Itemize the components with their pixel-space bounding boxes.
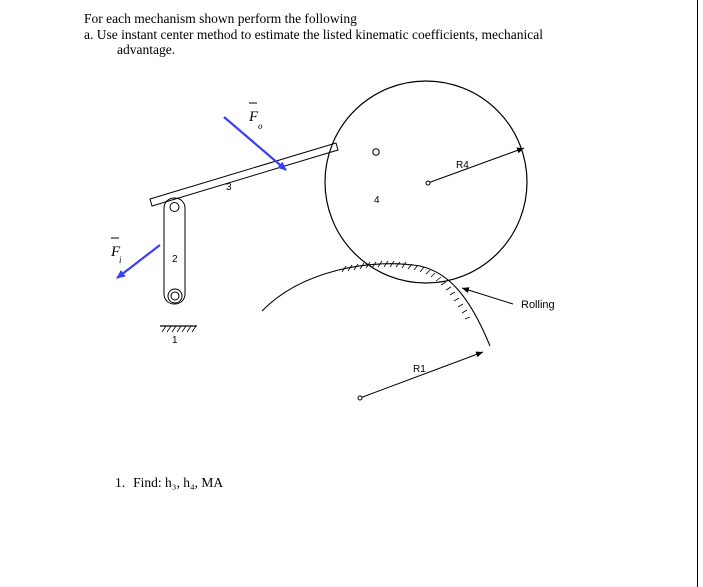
arc-radius-label: R1	[413, 364, 426, 375]
input-force-symbol: F	[111, 244, 121, 260]
question-number: 1.	[115, 475, 126, 490]
wheel-radius-line	[428, 148, 524, 183]
question-1	[115, 475, 223, 491]
crank-link-2	[164, 198, 185, 304]
rolling-label: Rolling	[521, 299, 555, 311]
arc-center-pivot	[358, 396, 362, 400]
link-4-label: 4	[374, 195, 380, 206]
crank-ground-pin-outer	[168, 289, 182, 303]
rolling-callout-arrow	[462, 288, 513, 304]
arc-radius-line	[360, 352, 483, 398]
wheel-point-o	[373, 149, 379, 155]
crank-ground-pin-inner	[171, 292, 179, 300]
question-text: Find: h₃, h₄, MA	[133, 475, 224, 490]
ground-link-1	[160, 326, 197, 332]
input-force-arrow	[117, 245, 160, 278]
problem-heading: For each mechanism shown perform the following	[84, 11, 357, 26]
wheel-center-pivot	[426, 181, 430, 185]
link-3-label: 3	[226, 182, 232, 193]
rolling-surface-arc	[262, 264, 490, 346]
coupler-link-3	[150, 143, 338, 206]
crank-top-pin	[170, 203, 179, 212]
link-1-label: 1	[172, 335, 178, 346]
item-a-marker: a.	[84, 27, 94, 42]
item-a-text-line2: advantage.	[117, 42, 176, 57]
link-2-label: 2	[172, 254, 178, 265]
output-force-subscript: o	[258, 121, 263, 131]
item-a-text-line1: Use instant center method to estimate the listed kinematic coefficients, mechanical	[96, 27, 543, 42]
input-force-subscript: i	[119, 255, 122, 265]
output-force-symbol: F	[249, 109, 259, 125]
wheel-radius-label: R4	[456, 160, 469, 171]
rolling-surface-hatch	[342, 261, 470, 319]
